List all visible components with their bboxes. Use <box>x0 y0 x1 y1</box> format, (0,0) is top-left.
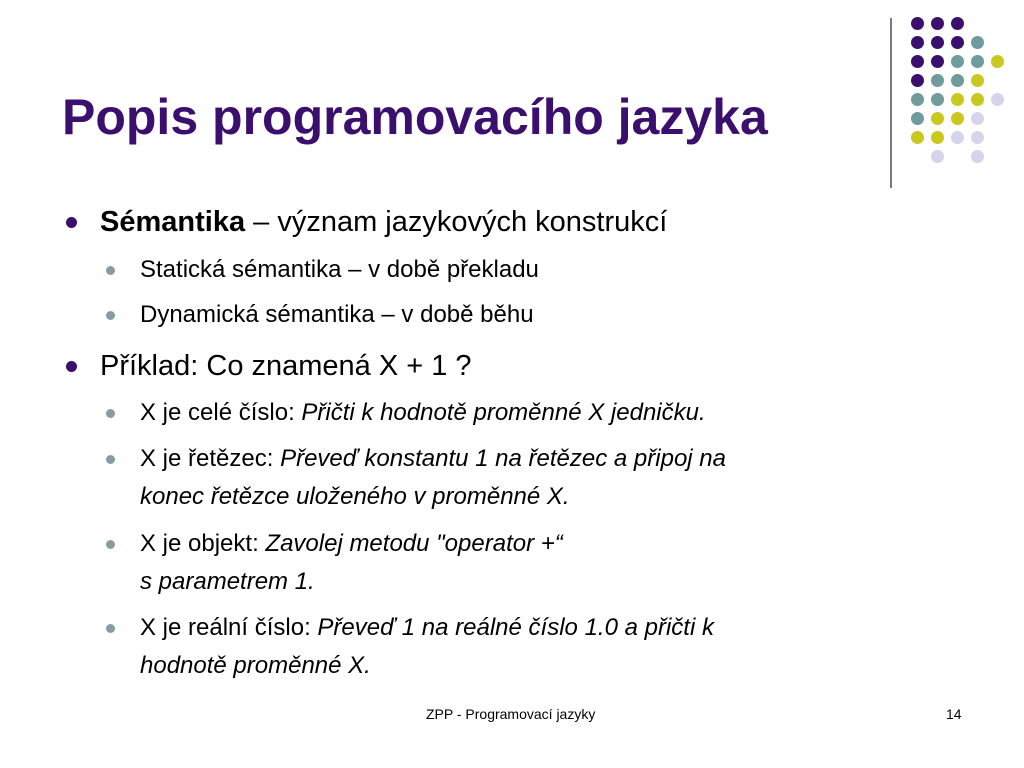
sub-bullet-continuation: hodnotě proměnné X. <box>140 652 371 679</box>
sub-bullet-item <box>140 440 940 516</box>
sub-bullet-italic: Zavolej metodu "operator +“ <box>265 530 563 557</box>
sub-bullet-item <box>140 251 940 289</box>
sub-bullet-text: X je celé číslo: <box>140 399 302 426</box>
sub-bullet-icon <box>106 624 115 633</box>
bullet-icon <box>66 217 77 228</box>
sub-bullet-icon <box>106 540 115 549</box>
sub-bullet-item <box>140 296 940 334</box>
sub-bullet-item <box>140 525 940 601</box>
sub-bullet-continuation: s parametrem 1. <box>140 568 315 595</box>
sub-bullet-continuation: konec řetězce uloženého v proměnné X. <box>140 483 570 510</box>
sub-bullet-text: X je reální číslo: <box>140 614 318 641</box>
sub-bullet-item <box>140 394 940 432</box>
sub-bullet-italic: Převeď konstantu 1 na řetězec a připoj na <box>280 445 726 472</box>
sub-bullet-italic: Převeď 1 na reálné číslo 1.0 a přičti k <box>317 614 714 641</box>
bullet-text: – význam jazykových konstrukcí <box>245 206 668 238</box>
sub-bullet-icon <box>106 409 115 418</box>
sub-bullet-icon <box>106 311 115 320</box>
bullet-text: Příklad: Co znamená X + 1 ? <box>100 350 472 382</box>
sub-bullet-item <box>140 609 940 685</box>
bullet-item <box>100 205 667 239</box>
bullet-item <box>100 349 472 383</box>
sub-bullet-text: Dynamická sémantika – v době běhu <box>140 301 534 328</box>
footer-title: ZPP - Programovací jazyky <box>426 706 596 722</box>
sub-bullet-icon <box>106 266 115 275</box>
slide-title: Popis programovacího jazyka <box>62 89 768 145</box>
sub-bullet-text: X je objekt: <box>140 530 266 557</box>
page-number: 14 <box>946 706 962 722</box>
sub-bullet-icon <box>106 455 115 464</box>
sub-bullet-text: Statická sémantika – v době překladu <box>140 256 539 283</box>
bullet-term: Sémantika <box>100 206 246 238</box>
sub-bullet-text: X je řetězec: <box>140 445 281 472</box>
sub-bullet-italic: Přičti k hodnotě proměnné X jedničku. <box>301 399 706 426</box>
bullet-icon <box>66 361 77 372</box>
